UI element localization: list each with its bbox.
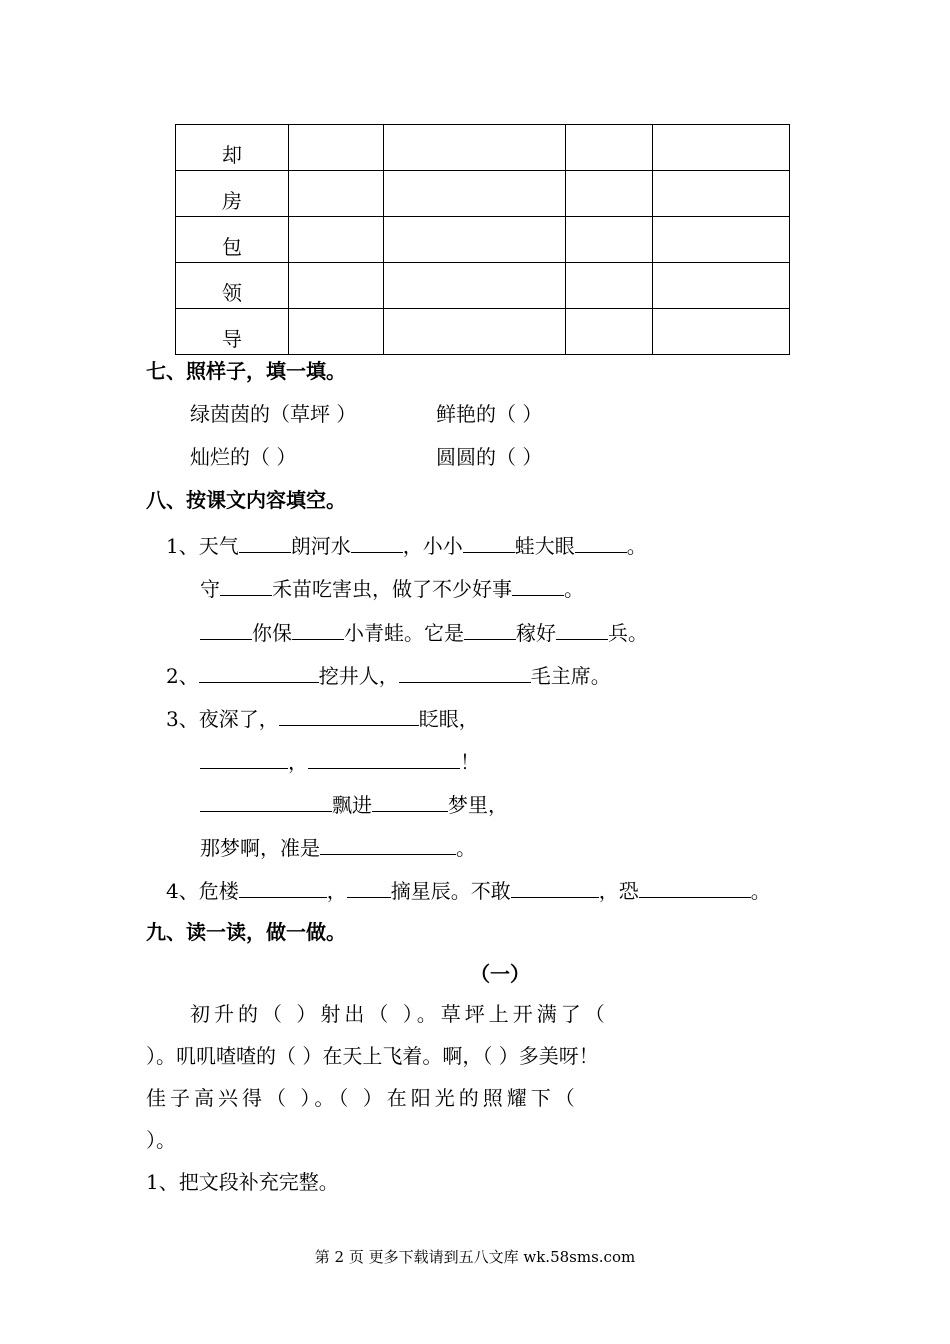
section-7-item-3: 灿烂的（ ） — [190, 445, 297, 469]
passage-line-3: 佳子高兴得（ ）。（ ）在阳光的照耀下（ — [146, 1086, 579, 1110]
table-row — [176, 125, 790, 171]
table-char-cell: 包 — [176, 217, 289, 263]
table-blank-cell — [653, 217, 790, 263]
q3-line-4: 那梦啊，准是 。 — [200, 836, 476, 860]
section-7-item-1: 绿茵茵的（草坪 ） — [190, 402, 357, 426]
section-9-title: 九、读一读，做一做。 — [146, 920, 346, 944]
table-char-cell: 却 — [176, 125, 289, 171]
question-1: 1、把文段补充完整。 — [146, 1170, 339, 1194]
q1-line-2: 守 禾苗吃害虫，做了不少好事 。 — [200, 577, 584, 601]
table-blank-cell — [384, 309, 566, 355]
table-blank-cell — [566, 125, 653, 171]
table-blank-cell — [384, 125, 566, 171]
table-char-cell: 领 — [176, 263, 289, 309]
passage-line-2: ）。叽叽喳喳的（ ）在天上飞着。啊，（ ）多美呀！ — [146, 1044, 599, 1068]
table-row — [176, 171, 790, 217]
q4-line: 4、危楼 ， 摘星辰。不敢 ，恐 。 — [166, 879, 771, 903]
q2-line: 2、 挖井人， 毛主席。 — [166, 664, 611, 688]
q3-line-2: ， ！ — [200, 748, 480, 774]
table-row — [176, 263, 790, 309]
table-blank-cell — [384, 171, 566, 217]
table-row — [176, 309, 790, 355]
section-7-title: 七、照样子，填一填。 — [146, 359, 346, 383]
table-blank-cell — [566, 263, 653, 309]
table-char-cell: 房 — [176, 171, 289, 217]
table-blank-cell — [653, 171, 790, 217]
table-blank-cell — [289, 125, 384, 171]
character-table — [175, 124, 790, 355]
q1-line-3: 你保 小青蛙。它是 稼好 兵。 — [200, 619, 648, 645]
table-blank-cell — [289, 309, 384, 355]
passage-line-4: ）。 — [146, 1128, 176, 1152]
section-7-item-2: 鲜艳的（ ） — [436, 402, 543, 426]
table-blank-cell — [289, 217, 384, 263]
q3-line-3: 飘进 梦里， — [200, 791, 508, 817]
table-blank-cell — [566, 171, 653, 217]
table-blank-cell — [289, 171, 384, 217]
q1-line-1: 1、天气 朗河水 ，小小 蛙大眼 。 — [166, 534, 647, 558]
table-blank-cell — [566, 217, 653, 263]
section-8-title: 八、按课文内容填空。 — [146, 488, 346, 512]
table-blank-cell — [566, 309, 653, 355]
table-blank-cell — [653, 263, 790, 309]
section-9-subtitle: （一） — [470, 962, 530, 986]
table-blank-cell — [384, 263, 566, 309]
q3-line-1: 3、夜深了， 眨眼， — [166, 707, 479, 731]
table-blank-cell — [289, 263, 384, 309]
table-blank-cell — [653, 125, 790, 171]
section-7-item-4: 圆圆的（ ） — [436, 445, 543, 469]
table-blank-cell — [653, 309, 790, 355]
table-row — [176, 217, 790, 263]
table-blank-cell — [384, 217, 566, 263]
passage-line-1: 初升的（ ）射出（ ）。草坪上开满了（ — [190, 1002, 609, 1026]
page-footer: 第 2 页 更多下载请到五八文库 wk.58sms.com — [314, 1248, 636, 1266]
table-char-cell: 导 — [176, 309, 289, 355]
